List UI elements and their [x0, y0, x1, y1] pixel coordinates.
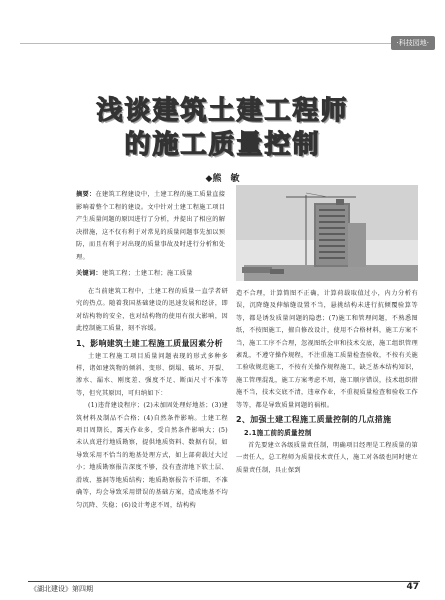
article-title-line2: 的施工质量控制	[124, 130, 321, 160]
paragraph: 首先要建立各级质量责任制，明确项目经理是工程质量的第一责任人，总工程师为质量技术责任人，施工对各级也同时建立质量责任制，具止保到	[236, 442, 418, 474]
footer-rule	[28, 581, 420, 582]
journal-name: 《湖北建设》第四期	[30, 585, 93, 593]
abstract	[76, 189, 228, 280]
page-number: 47	[406, 582, 419, 592]
subsection-heading: 2.1施工前的质量控制	[244, 429, 312, 438]
paragraph: 造不合理，计算简图不正确，计算荷载取值过小，内力分析有误，沉降缝及伸缩缝设置不当，悬挑结构未进行抗倾覆验算等等，都是诱发质量问题的隐患；(7)施工和管理问题，不熟悉图纸，不按图施工，擅自修改设计，使用不合格材料，施工方案不当，施工工序不合理，忽视图纸会审和技术交底，施工组织管理紊乱，不遵守操作规程，不注重施工质量检查验收，不按有关施工验收规范施工，不按有关操作规程施工，缺乏基本结构知识，施工管理混乱，施工方案考虑不周，施工顺序错误，技术组织措施不当，技术交底不清，违章作业，不重视质量检查和验收工作等等，都是导致质量问题的祸根。	[236, 290, 418, 409]
intro-paragraph: 在当前建筑工程中，土建工程的质量一直学者研究的热点。随着我国基础建设的迅速发展和经济，即对结构物的安全，也对结构物的使用有很大影响，因此控制施工质量，刻不容缓。	[76, 288, 228, 333]
page-header	[0, 0, 445, 56]
paragraph: 土建工程施工项目质量问题表现的形式多种多样，诸如建筑物的倾斜、变形、倒塌、破坏、开裂、渗水、漏水、刚度差、强度不足、断面尺寸不准等等，但究其原因，可归纳如下：	[76, 352, 228, 397]
abstract-text: 在建筑工程建设中，土建工程的施工质量直接影响着整个工程的建设。文中针对土建工程施工项目产生质量问题的原因进行了分析，并提出了相应的解决措施，这不仅有利于对常见的质量问题事先加以预防，而且有利于对出现的质量事故及时进行分析和处理。	[76, 191, 226, 261]
building-photo	[236, 185, 418, 281]
header-rule	[20, 43, 415, 44]
author: ◆熊 敏	[205, 174, 240, 184]
section-heading-2: 2、加强土建工程施工质量控制的几点措施	[236, 415, 392, 425]
section-heading-1: 1、影响建筑土建工程施工质量因素分析	[76, 338, 223, 348]
keywords-text: 建筑工程；土建工程；施工质量	[101, 269, 193, 277]
keywords-label: 关键词：	[76, 269, 102, 277]
paragraph: (1)违背建设程序；(2)未加固处理好地基；(3)建筑材料及制品不合格；(4)自然条件影响。土建工程项目周期长，露天作业多，受自然条件影响大；(5)未认真进行地质勘察，提供地质资料、数据有误，如导致采用不恰当的地基处理方式，如上部荷载过大过小；地质勘察报告深度不够，没有查清地下软土层、滑坡、墓洞等地质结构；地质勘察报告不详细、不准确等，均会导致采用错误的基础方案，造成地基不均匀沉降、失稳；(6)设计考虑不周，结构构	[76, 402, 228, 509]
section-tag: ·科技园地·	[391, 36, 435, 50]
left-column	[76, 286, 228, 512]
right-column	[236, 288, 418, 477]
article-title-line1: 浅谈建筑土建工程师	[96, 96, 349, 126]
abstract-label: 摘要：	[76, 191, 96, 198]
building-photo-image	[236, 185, 418, 281]
